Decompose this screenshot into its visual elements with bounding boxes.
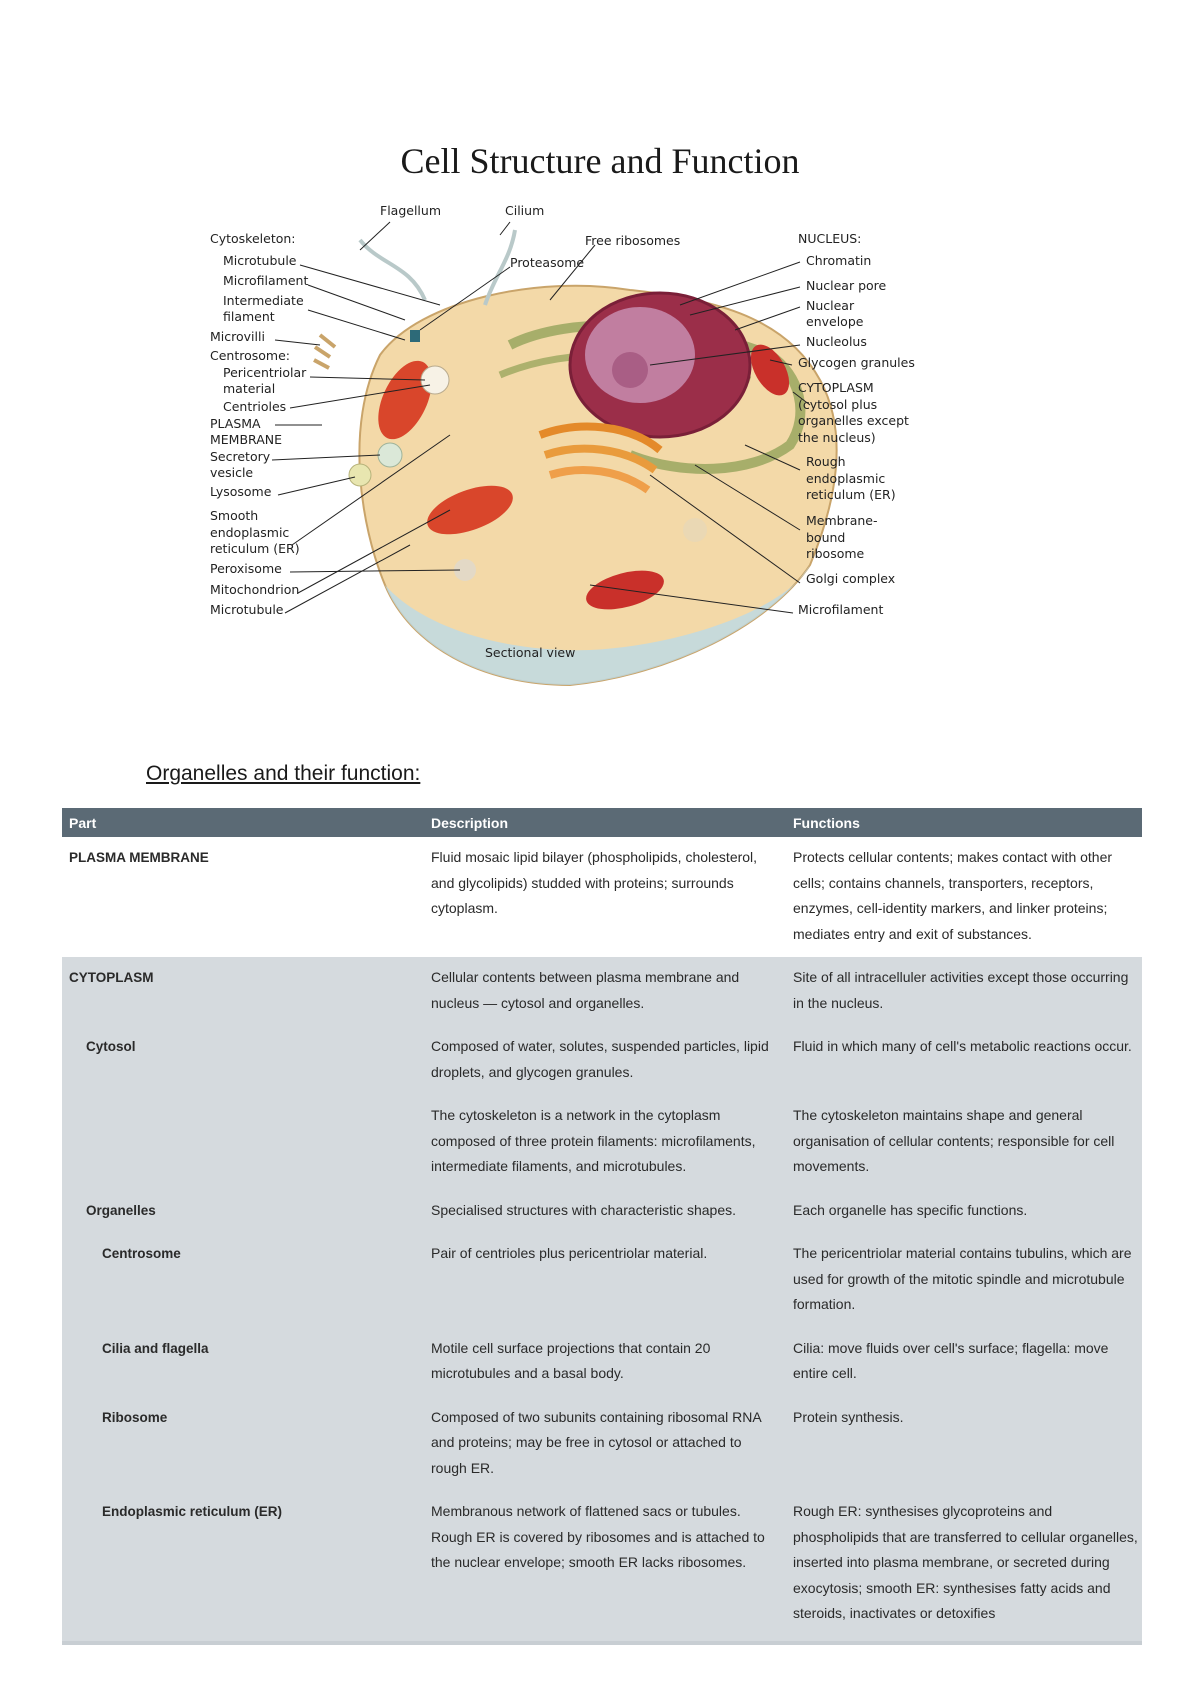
cell-functions: Site of all intracelluler activities except those occurring in the nucleus. <box>793 969 1129 1011</box>
label-membrane-bound-ribosome-2: bound <box>806 530 846 545</box>
label-rough-er: Rough <box>806 454 846 469</box>
cell-description: Pair of centrioles plus pericentriolar material. <box>431 1245 708 1261</box>
vesicle <box>683 518 707 542</box>
cell-description: The cytoskeleton is a network in the cytoplasm composed of three protein filaments: microfilaments, intermediate filaments, and microtubules. <box>431 1107 756 1174</box>
basal-body <box>410 330 420 342</box>
label-intermediate-filament: Intermediate <box>223 293 304 308</box>
cell-description: Cellular contents between plasma membrane and nucleus — cytosol and organelles. <box>431 969 740 1011</box>
label-nucleus: NUCLEUS: <box>798 231 862 246</box>
cell-part: PLASMA MEMBRANE <box>69 850 209 865</box>
label-proteasome: Proteasome <box>510 255 585 270</box>
cell-functions: Fluid in which many of cell's metabolic reactions occur. <box>793 1038 1132 1054</box>
cell-functions: Protein synthesis. <box>793 1408 904 1425</box>
cell-description: Composed of water, solutes, suspended particles, lipid droplets, and glycogen granules. <box>431 1038 769 1080</box>
cell-description: Specialised structures with characteristic shapes. <box>431 1201 737 1218</box>
label-microtubule-bottom: Microtubule <box>210 602 284 617</box>
label-chromatin: Chromatin <box>806 253 872 268</box>
cell-part: Cilia and flagella <box>102 1340 209 1356</box>
label-nucleolus: Nucleolus <box>806 334 867 349</box>
label-plasma-membrane-2: MEMBRANE <box>210 432 283 447</box>
secretory-vesicle <box>378 443 402 467</box>
label-rough-er-2: endoplasmic <box>806 471 886 486</box>
label-lysosome: Lysosome <box>210 484 272 499</box>
cell-part: Ribosome <box>102 1409 168 1425</box>
label-membrane-bound-ribosome-3: ribosome <box>806 546 865 561</box>
label-membrane-bound-ribosome: Membrane- <box>806 513 878 528</box>
nucleolus <box>612 352 648 388</box>
label-cilium: Cilium <box>505 205 545 218</box>
label-cytoskeleton: Cytoskeleton: <box>210 231 296 246</box>
label-smooth-er-3: reticulum (ER) <box>210 541 300 556</box>
header-functions: Functions <box>793 814 860 831</box>
centrosome <box>421 366 449 394</box>
label-cytoplasm-2: (cytosol plus <box>798 397 878 412</box>
label-rough-er-3: reticulum (ER) <box>806 487 896 502</box>
table-row <box>62 1026 1142 1095</box>
label-peroxisome: Peroxisome <box>210 561 282 576</box>
label-mitochondrion: Mitochondrion <box>210 582 300 597</box>
cell-part: Endoplasmic reticulum (ER) <box>102 1504 283 1519</box>
page-title: Cell Structure and Function <box>400 141 800 181</box>
table-header <box>62 808 1142 837</box>
table-row <box>62 1095 1142 1190</box>
label-smooth-er: Smooth <box>210 508 259 523</box>
header-part: Part <box>69 814 97 831</box>
cell-part <box>62 1103 424 1180</box>
cell-functions: Protects cellular contents; makes contact with other cells; contains channels, transporters, receptors, enzymes, cell-identity markers, and linker proteins; mediates entry and exit of substances. <box>793 849 1113 942</box>
table-row <box>62 837 1142 957</box>
organelles-table <box>62 808 1142 1645</box>
label-pericentriolar: Pericentriolar <box>223 365 307 380</box>
cytoplasm-group <box>62 957 1142 1641</box>
cell-functions: The pericentriolar material contains tubulins, which are used for growth of the mitotic spindle and microtubule formation. <box>793 1245 1132 1312</box>
lysosome <box>349 464 371 486</box>
table-row <box>62 1397 1142 1492</box>
nucleus-interior <box>585 307 695 403</box>
header-description: Description <box>431 814 509 831</box>
label-glycogen-granules: Glycogen granules <box>798 355 915 370</box>
cell-functions: Rough ER: synthesises glycoproteins and phospholipids that are transferred to cellular organelles, inserted into plasma membrane, or secreted during exocytosis; smooth ER: synthesises fatty acids and steroids, inactivates or detoxifies <box>793 1503 1138 1621</box>
cell-functions: Each organelle has specific functions. <box>793 1201 1028 1218</box>
cell-functions: The cytoskeleton maintains shape and general organisation of cellular contents; responsible for cell movements. <box>793 1107 1115 1174</box>
cell-part: CYTOPLASM <box>69 970 154 985</box>
label-centrioles: Centrioles <box>223 399 287 414</box>
label-centrosome: Centrosome: <box>210 348 290 363</box>
label-microtubule: Microtubule <box>223 253 297 268</box>
label-golgi-complex: Golgi complex <box>806 571 896 586</box>
label-intermediate-filament-2: filament <box>223 309 275 324</box>
cell-diagram <box>210 205 1000 725</box>
cell-description: Fluid mosaic lipid bilayer (phospholipids, cholesterol, and glycolipids) studded with proteins; surrounds cytoplasm. <box>431 849 758 916</box>
label-nuclear-pore: Nuclear pore <box>806 278 887 293</box>
table-row <box>62 1328 1142 1397</box>
section-heading: Organelles and their function: <box>146 762 421 785</box>
label-nuclear-envelope-2: envelope <box>806 314 864 329</box>
label-microfilament: Microfilament <box>223 273 309 288</box>
figure-caption: Sectional view <box>485 645 576 660</box>
microvilli <box>314 335 335 368</box>
label-microfilament-right: Microfilament <box>798 602 884 617</box>
table-bottom-border <box>62 1641 1142 1645</box>
cell-part: Cytosol <box>86 1039 136 1054</box>
table-row <box>62 957 1142 1026</box>
label-microvilli: Microvilli <box>210 329 265 344</box>
label-nuclear-envelope: Nuclear <box>806 298 855 313</box>
label-cytoplasm-3: organelles except <box>798 413 909 428</box>
label-free-ribosomes: Free ribosomes <box>585 233 681 248</box>
table-row <box>62 1233 1142 1328</box>
label-secretory-vesicle: Secretory <box>210 449 271 464</box>
cell-part: Centrosome <box>102 1246 181 1261</box>
cell-description: Motile cell surface projections that contain 20 microtubules and a basal body. <box>431 1339 711 1381</box>
label-cytoplasm-4: the nucleus) <box>798 430 876 445</box>
label-pericentriolar-2: material <box>223 381 276 396</box>
cell-description: Membranous network of flattened sacs or tubules. Rough ER is covered by ribosomes and is attached to the nuclear envelope; smooth ER lacks ribosomes. <box>431 1503 765 1570</box>
label-smooth-er-2: endoplasmic <box>210 525 290 540</box>
label-flagellum: Flagellum <box>380 205 441 218</box>
label-cytoplasm: CYTOPLASM <box>798 380 874 395</box>
cell-part: Organelles <box>86 1202 156 1218</box>
table-row <box>62 1491 1142 1637</box>
table-row <box>62 1190 1142 1234</box>
cell-description: Composed of two subunits containing ribosomal RNA and proteins; may be free in cytosol or attached to rough ER. <box>431 1408 761 1476</box>
label-plasma-membrane: PLASMA <box>210 416 261 431</box>
label-secretory-vesicle-2: vesicle <box>210 465 254 480</box>
cell-functions: Cilia: move fluids over cell's surface; flagella: move entire cell. <box>793 1339 1109 1381</box>
